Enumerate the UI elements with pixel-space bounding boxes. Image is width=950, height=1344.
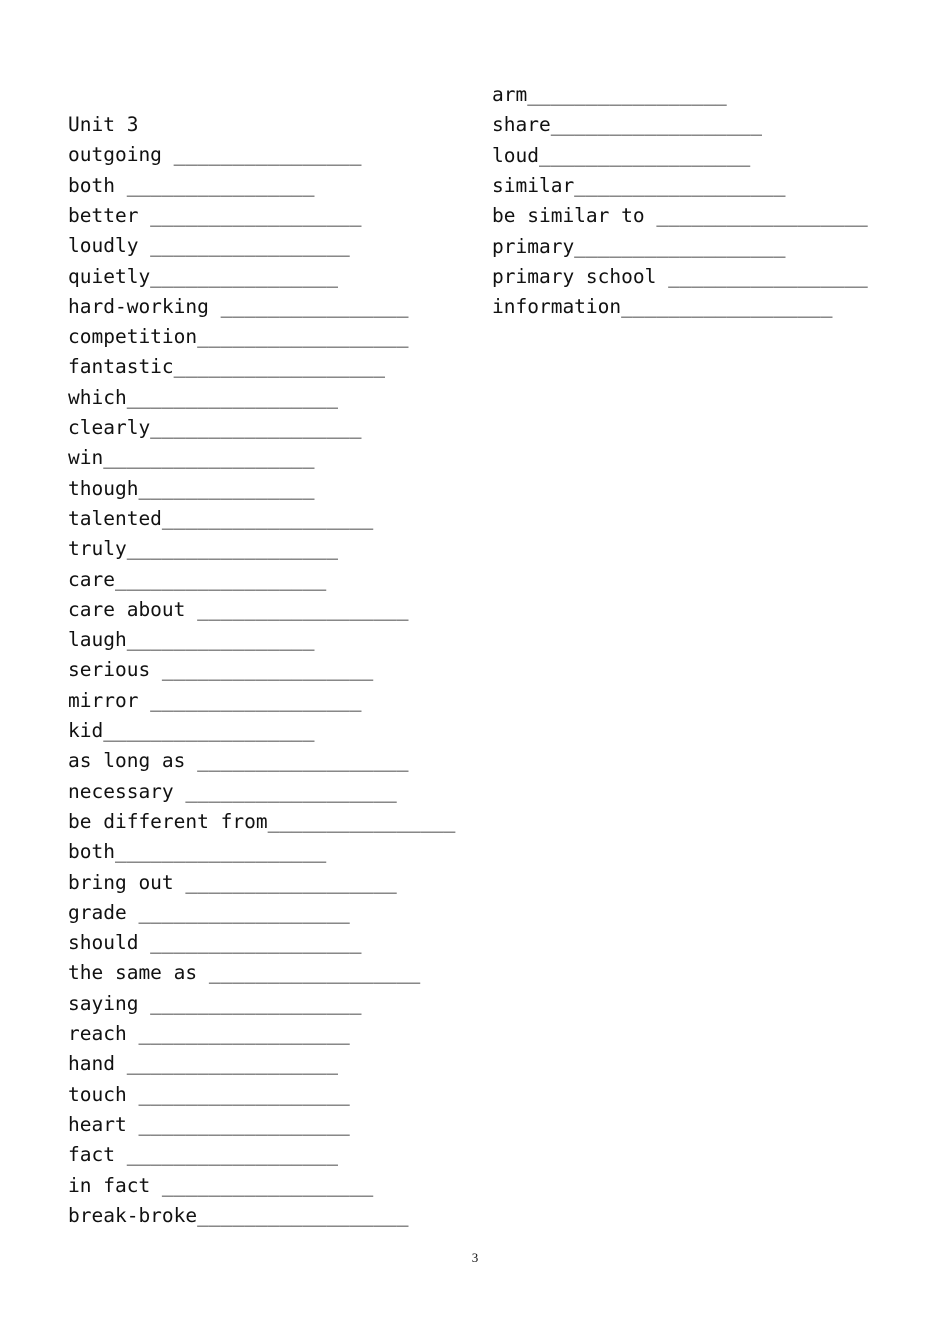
vocabulary-entry: should __________________	[68, 931, 362, 955]
vocabulary-entry: hand __________________	[68, 1052, 339, 1076]
vocabulary-entry: laugh________________	[68, 628, 315, 652]
vocabulary-entry: outgoing ________________	[68, 143, 362, 167]
vocabulary-entry: bring out __________________	[68, 870, 397, 894]
vocabulary-entry: both__________________	[68, 840, 327, 864]
vocabulary-entry: competition__________________	[68, 325, 409, 349]
vocabulary-entry: grade __________________	[68, 900, 350, 924]
vocabulary-entry: hard-working ________________	[68, 294, 409, 318]
vocabulary-entry: share__________________	[492, 113, 763, 137]
vocabulary-entry: kid__________________	[68, 719, 315, 742]
vocabulary-entry: primary school _________________	[492, 264, 868, 288]
vocabulary-entry: be similar to __________________	[492, 204, 868, 228]
vocabulary-entry: heart __________________	[68, 1112, 350, 1136]
unit-heading: Unit 3	[68, 113, 139, 136]
vocabulary-entry: information__________________	[492, 295, 833, 319]
vocabulary-entry: necessary __________________	[68, 779, 397, 803]
vocabulary-entry: break-broke__________________	[68, 1203, 409, 1227]
vocabulary-entry: loudly _________________	[68, 234, 350, 258]
vocabulary-entry: care__________________	[68, 567, 327, 591]
vocabulary-entry: both ________________	[68, 173, 315, 197]
vocabulary-entry: serious __________________	[68, 658, 374, 682]
vocabulary-entry: win__________________	[68, 446, 315, 470]
vocabulary-entry: the same as __________________	[68, 961, 421, 985]
vocabulary-entry: care about __________________	[68, 597, 409, 621]
vocabulary-entry: loud__________________	[492, 143, 751, 167]
vocabulary-entry: mirror __________________	[68, 688, 362, 712]
vocabulary-entry: primary__________________	[492, 234, 786, 258]
vocabulary-entry: arm_________________	[492, 83, 727, 106]
vocabulary-entry: truly__________________	[68, 537, 339, 561]
vocabulary-entry: which__________________	[68, 385, 339, 409]
vocabulary-entry: similar__________________	[492, 173, 786, 197]
vocabulary-entry: as long as __________________	[68, 749, 409, 773]
vocabulary-entry: in fact __________________	[68, 1173, 374, 1197]
vocabulary-entry: saying __________________	[68, 991, 362, 1015]
vocabulary-entry: reach __________________	[68, 1022, 350, 1045]
vocabulary-entry: quietly________________	[68, 264, 339, 288]
vocabulary-entry: be different from________________	[68, 809, 456, 833]
page-number: 3	[471, 1250, 479, 1265]
vocabulary-entry: clearly__________________	[68, 416, 362, 439]
vocabulary-entry: talented__________________	[68, 506, 374, 530]
vocabulary-entry: though_______________	[68, 476, 315, 500]
vocabulary-entry: fact __________________	[68, 1143, 339, 1167]
vocabulary-entry: better __________________	[68, 203, 362, 227]
vocabulary-entry: fantastic__________________	[68, 355, 385, 379]
vocabulary-entry: touch __________________	[68, 1082, 350, 1106]
